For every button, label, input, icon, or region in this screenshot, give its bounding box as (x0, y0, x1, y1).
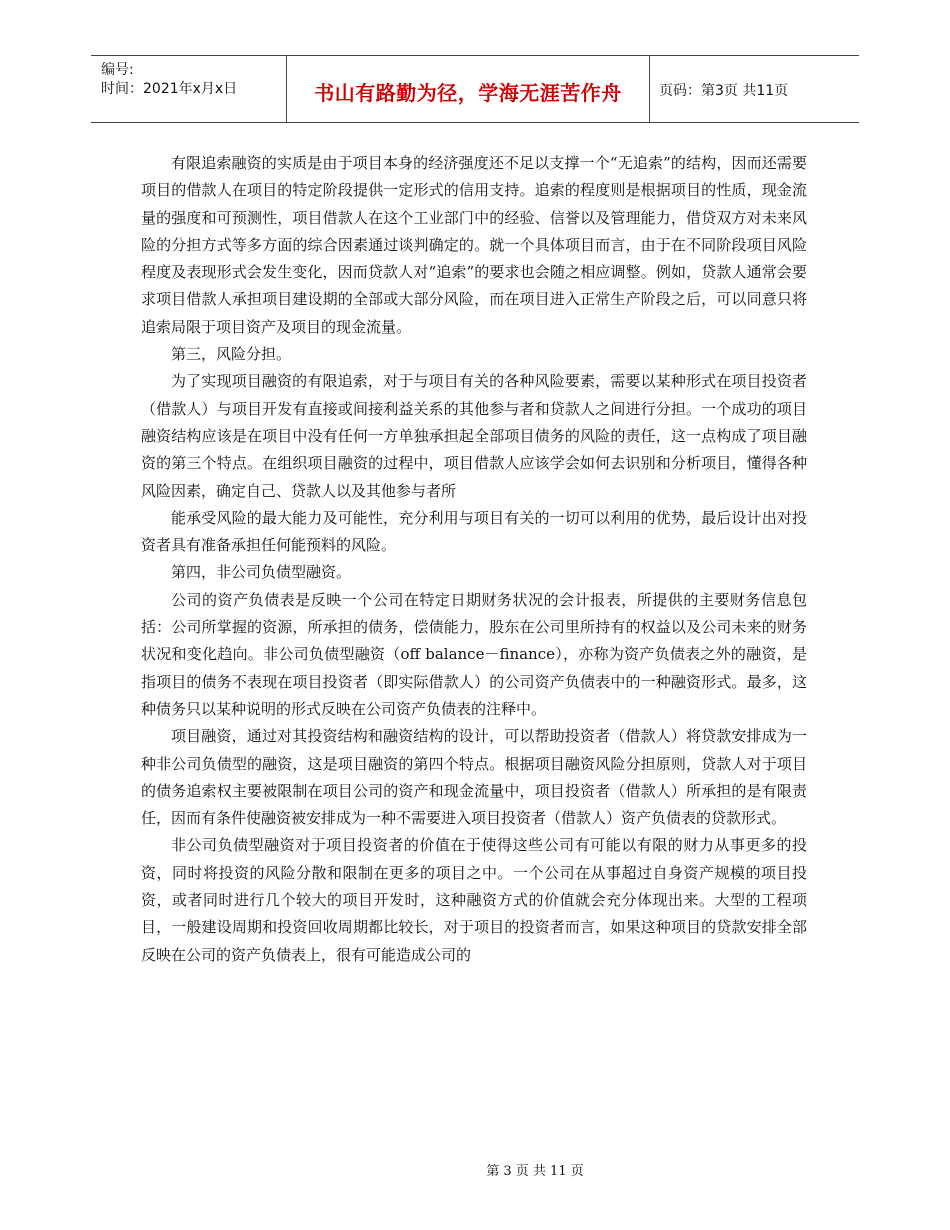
page-header (91, 55, 859, 123)
paragraph-limited-recourse: 有限追索融资的实质是由于项目本身的经济强度还不足以支撑一个“无追索”的结构，因而还需要项目的借款人在项目的特定阶段提供一定形式的信用支持。追索的程度则是根据项目的性质，现金流量的强度和可预测性，项目借款人在这个工业部门中的经验、信誉以及管理能力，借贷双方对未来风险的分担方式等多方面的综合因素通过谈判确定的。就一个具体项目而言，由于在不同阶段项目风险程度及表现形式会发生变化，因而贷款人对“追索”的要求也会随之相应调整。例如，贷款人通常会要求项目借款人承担项目建设期的全部或大部分风险，而在项目进入正常生产阶段之后，可以同意只将追索局限于项目资产及项目的现金流量。 (141, 154, 807, 336)
heading-risk-sharing: 第三，风险分担。 (171, 345, 292, 364)
heading-off-balance-financing: 第四，非公司负债型融资。 (171, 563, 352, 582)
paragraph-balance-sheet: 公司的资产负债表是反映一个公司在特定日期财务状况的会计报表，所提供的主要财务信息包括：公司所掌握的资源，所承担的债务，偿债能力，股东在公司里所持有的权益以及公司未来的财务状况和变化趋向。非公司负债型融资（off balance－finance），亦称为资产负债表之外的融资，是指项目的债务不表现在项目投资者（即实际借款人）的公司资产负债表中的一种融资形式。最多，这种债务只以某种说明的形式反映在公司资产负债表的注释中。 (141, 590, 807, 718)
document-time-label: 时间：2021年x月x日 (101, 81, 238, 97)
document-number-label: 编号: (101, 62, 134, 78)
paragraph-risk-capacity: 能承受风险的最大能力及可能性，充分利用与项目有关的一切可以利用的优势，最后设计出对投资者具有准备承担任何能预料的风险。 (141, 508, 807, 555)
header-motto: 书山有路勤为径，学海无涯苦作舟 (314, 81, 622, 105)
paragraph-risk-sharing: 为了实现项目融资的有限追索，对于与项目有关的各种风险要素，需要以某种形式在项目投资者（借款人）与项目开发有直接或间接利益关系的其他参与者和贷款人之间进行分担。一个成功的项目融资结构应该是在项目中没有任何一方单独承担起全部项目债务的风险的责任，这一点构成了项目融资的第三个特点。在组织项目融资的过程中，项目借款人应该学会如何去识别和分析项目，懂得各种风险因素，确定自己、贷款人以及其他参与者所 (141, 372, 807, 500)
page-footer: 第 3 页 共 11 页 (486, 1164, 584, 1179)
paragraph-project-financing: 项目融资，通过对其投资结构和融资结构的设计，可以帮助投资者（借款人）将贷款安排成为一种非公司负债型的融资，这是项目融资的第四个特点。根据项目融资风险分担原则，贷款人对于项目的债务追索权主要被限制在项目公司的资产和现金流量中，项目投资者（借款人）所承担的是有限责任，因而有条件使融资被安排成为一种不需要进入项目投资者（借款人）资产负债表的贷款形式。 (141, 727, 807, 828)
paragraph-investor-value: 非公司负债型融资对于项目投资者的价值在于使得这些公司有可能以有限的财力从事更多的投资，同时将投资的风险分散和限制在更多的项目之中。一个公司在从事超过自身资产规模的项目投资，或者同时进行几个较大的项目开发时，这种融资方式的价值就会充分体现出来。大型的工程项目，一般建设周期和投资回收周期都比较长，对于项目的投资者而言，如果这种项目的贷款安排全部反映在公司的资产负债表上，很有可能造成公司的 (141, 836, 807, 964)
document-body (141, 150, 807, 969)
header-meta-cell (91, 56, 286, 122)
header-page-info: 页码：第3页 共11页 (659, 83, 789, 99)
header-page-cell (649, 56, 859, 122)
header-motto-cell (286, 56, 650, 122)
